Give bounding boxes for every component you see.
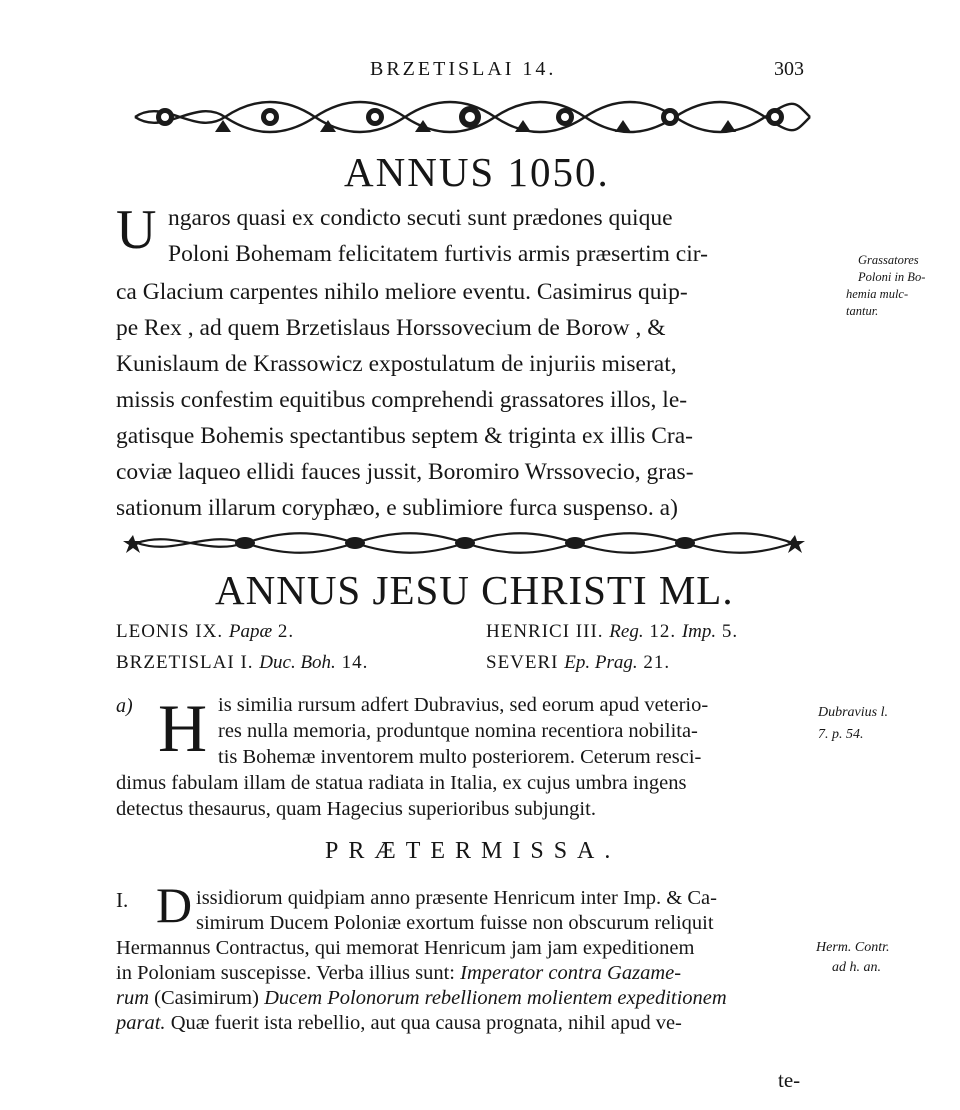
quotation-segment: Ducem Polonorum rebellionem molientem expeditionem bbox=[264, 987, 727, 1009]
footnote-margin-note: Dubravius l. bbox=[818, 705, 888, 720]
text-line: gatisque Bohemis spectantibus septem & triginta ex illis Cra- bbox=[116, 423, 693, 449]
page-number: 303 bbox=[774, 58, 804, 80]
margin-note-line: tantur. bbox=[846, 304, 879, 318]
text-line: Kunislaum de Krassowicz expostulatum de injuriis miserat, bbox=[116, 351, 677, 377]
regnal-title: Papæ bbox=[228, 621, 273, 642]
section-heading-annus-1050: ANNUS 1050. bbox=[344, 149, 610, 195]
text-line: sationum illarum coryphæo, e sublimiore furca suspenso. a) bbox=[116, 495, 678, 521]
middle-ornament-band bbox=[115, 528, 815, 558]
footnote-line: tis Bohemæ inventorem multo posteriorem. Ceterum resci- bbox=[218, 746, 702, 768]
section-heading-praetermissa: PRÆTERMISSA. bbox=[325, 838, 621, 864]
text-line bbox=[116, 985, 727, 1011]
footnote-margin-note: 7. p. 54. bbox=[818, 727, 864, 742]
margin-note-line: Herm. Contr. bbox=[816, 940, 890, 955]
item-number: I. bbox=[116, 888, 129, 912]
regnal-year-leo bbox=[116, 621, 294, 643]
margin-note-line: Grassatores bbox=[858, 253, 919, 267]
text-line: Hermannus Contractus, qui memorat Henricum jam jam expeditionem bbox=[116, 937, 695, 959]
quotation-segment: rum bbox=[116, 987, 150, 1009]
quotation-segment: parat. bbox=[116, 1012, 166, 1034]
margin-note-line: hemia mulc- bbox=[846, 287, 909, 301]
regnal-title: Reg. bbox=[609, 621, 644, 642]
footnote-line: detectus thesaurus, quam Hagecius superioribus subjungit. bbox=[116, 798, 596, 820]
drop-cap-h: H bbox=[158, 690, 208, 766]
footnote-label: a) bbox=[116, 695, 133, 717]
margin-note-line: Poloni in Bo- bbox=[858, 270, 926, 284]
regnal-number: 2. bbox=[277, 621, 295, 642]
section-heading-annus-jesu-christi: ANNUS JESU CHRISTI ML. bbox=[215, 567, 734, 613]
footnote-line: is similia rursum adfert Dubravius, sed eorum apud veterio- bbox=[218, 694, 709, 716]
text-line: pe Rex , ad quem Brzetislaus Horssovecium de Borow , & bbox=[116, 315, 666, 341]
regnal-number: 5. bbox=[721, 621, 739, 642]
text-segment: in Poloniam suscepisse. Verba illius sunt: bbox=[116, 962, 456, 984]
text-line: missis confestim equitibus comprehendi grassatores illos, le- bbox=[116, 387, 688, 413]
regnal-title: Imp. bbox=[681, 621, 717, 642]
text-line: Poloni Bohemam felicitatem furtivis armis præsertim cir- bbox=[168, 241, 708, 267]
regnal-title: Ep. Prag. bbox=[564, 652, 638, 673]
text-line: simirum Ducem Poloniæ exortum fuisse non obscurum reliquit bbox=[196, 912, 714, 934]
text-segment: Quæ fuerit ista rebellio, aut qua causa prognata, nihil apud ve- bbox=[170, 1012, 682, 1034]
text-line: ca Glacium carpentes nihilo meliore eventu. Casimirus quip- bbox=[116, 279, 688, 305]
text-segment: (Casimirum) bbox=[154, 987, 259, 1009]
running-title: BRZETISLAI 14. bbox=[370, 58, 557, 80]
regnal-name: LEONIS IX. bbox=[116, 621, 224, 642]
text-line bbox=[116, 960, 681, 986]
text-line: coviæ laqueo ellidi fauces jussit, Boromiro Wrssovecio, gras- bbox=[116, 459, 694, 485]
catchword: te- bbox=[778, 1068, 801, 1092]
regnal-name: SEVERI bbox=[486, 652, 559, 673]
text-line: issidiorum quidpiam anno præsente Henricum inter Imp. & Ca- bbox=[196, 887, 717, 909]
margin-note-line: ad h. an. bbox=[832, 960, 881, 975]
drop-cap-d: D bbox=[156, 877, 193, 933]
drop-cap-u: U bbox=[116, 199, 157, 261]
regnal-title: Duc. Boh. bbox=[259, 652, 336, 673]
text-line bbox=[116, 1010, 682, 1036]
regnal-number: 21. bbox=[643, 652, 671, 673]
regnal-number: 12. bbox=[649, 621, 677, 642]
footnote-line: res nulla memoria, produntque nomina recentiora nobilita- bbox=[218, 720, 698, 742]
regnal-number: 14. bbox=[341, 652, 369, 673]
text-line: ngaros quasi ex condicto secuti sunt prædones quique bbox=[168, 205, 673, 231]
footnote-line: dimus fabulam illam de statua radiata in Italia, ex cujus umbra ingens bbox=[116, 772, 687, 794]
quotation-segment: Imperator contra Gazame- bbox=[460, 962, 682, 984]
top-ornament-band bbox=[125, 92, 815, 142]
regnal-year-severus bbox=[486, 652, 670, 674]
regnal-name: HENRICI III. bbox=[486, 621, 604, 642]
regnal-name: BRZETISLAI I. bbox=[116, 652, 254, 673]
regnal-year-henricus bbox=[486, 621, 738, 643]
regnal-year-brzetislaus bbox=[116, 652, 368, 674]
